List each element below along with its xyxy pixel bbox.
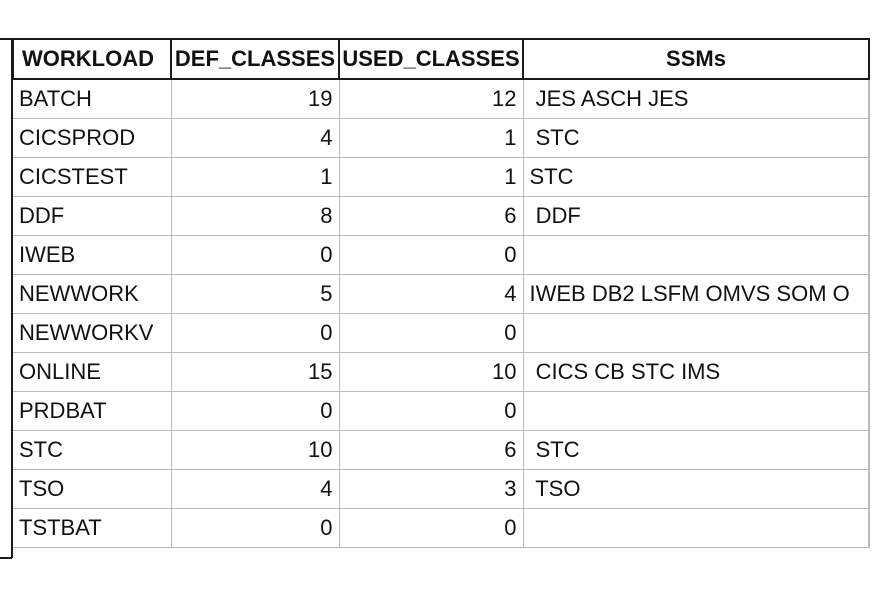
cell-ssms[interactable]: STC bbox=[523, 431, 869, 470]
table-row bbox=[13, 158, 869, 197]
cell-used-classes[interactable]: 0 bbox=[339, 236, 523, 275]
left-border-stub-bottom bbox=[0, 557, 12, 559]
cell-ssms[interactable]: DDF bbox=[523, 197, 869, 236]
cell-workload[interactable]: ONLINE bbox=[13, 353, 171, 392]
cell-ssms[interactable]: STC bbox=[523, 158, 869, 197]
cell-used-classes[interactable]: 6 bbox=[339, 431, 523, 470]
cell-used-classes[interactable]: 1 bbox=[339, 119, 523, 158]
table-row bbox=[13, 392, 869, 431]
table-row bbox=[13, 470, 869, 509]
cell-ssms[interactable] bbox=[523, 236, 869, 275]
table-row bbox=[13, 431, 869, 470]
cell-def-classes[interactable]: 4 bbox=[171, 119, 339, 158]
header-def-classes[interactable]: DEF_CLASSES bbox=[171, 39, 339, 79]
cell-workload[interactable]: NEWWORK bbox=[13, 275, 171, 314]
table-row bbox=[13, 197, 869, 236]
cell-ssms[interactable]: JES ASCH JES bbox=[523, 79, 869, 119]
cell-ssms[interactable]: STC bbox=[523, 119, 869, 158]
cell-workload[interactable]: IWEB bbox=[13, 236, 171, 275]
cell-used-classes[interactable]: 0 bbox=[339, 314, 523, 353]
cell-def-classes[interactable]: 10 bbox=[171, 431, 339, 470]
cell-def-classes[interactable]: 8 bbox=[171, 197, 339, 236]
table-row bbox=[13, 119, 869, 158]
table-row bbox=[13, 509, 869, 548]
header-row bbox=[13, 39, 869, 79]
table-row bbox=[13, 236, 869, 275]
cell-used-classes[interactable]: 3 bbox=[339, 470, 523, 509]
cell-workload[interactable]: BATCH bbox=[13, 79, 171, 119]
cell-used-classes[interactable]: 1 bbox=[339, 158, 523, 197]
cell-used-classes[interactable]: 12 bbox=[339, 79, 523, 119]
cell-used-classes[interactable]: 0 bbox=[339, 392, 523, 431]
cell-def-classes[interactable]: 5 bbox=[171, 275, 339, 314]
cell-def-classes[interactable]: 0 bbox=[171, 509, 339, 548]
cell-workload[interactable]: STC bbox=[13, 431, 171, 470]
cell-def-classes[interactable]: 1 bbox=[171, 158, 339, 197]
cell-def-classes[interactable]: 19 bbox=[171, 79, 339, 119]
cell-used-classes[interactable]: 6 bbox=[339, 197, 523, 236]
cell-workload[interactable]: CICSPROD bbox=[13, 119, 171, 158]
cell-used-classes[interactable]: 0 bbox=[339, 509, 523, 548]
table-row bbox=[13, 79, 869, 119]
cell-ssms[interactable] bbox=[523, 392, 869, 431]
workload-table bbox=[12, 38, 870, 548]
cell-workload[interactable]: NEWWORKV bbox=[13, 314, 171, 353]
cell-ssms[interactable]: CICS CB STC IMS bbox=[523, 353, 869, 392]
cell-def-classes[interactable]: 15 bbox=[171, 353, 339, 392]
cell-def-classes[interactable]: 0 bbox=[171, 236, 339, 275]
cell-def-classes[interactable]: 0 bbox=[171, 392, 339, 431]
cell-ssms[interactable] bbox=[523, 509, 869, 548]
table-row bbox=[13, 353, 869, 392]
cell-def-classes[interactable]: 0 bbox=[171, 314, 339, 353]
cell-def-classes[interactable]: 4 bbox=[171, 470, 339, 509]
cell-ssms[interactable]: IWEB DB2 LSFM OMVS SOM O bbox=[523, 275, 869, 314]
cell-workload[interactable]: TSO bbox=[13, 470, 171, 509]
header-workload[interactable]: WORKLOAD bbox=[13, 39, 171, 79]
cell-workload[interactable]: CICSTEST bbox=[13, 158, 171, 197]
header-used-classes[interactable]: USED_CLASSES bbox=[339, 39, 523, 79]
cell-used-classes[interactable]: 4 bbox=[339, 275, 523, 314]
cell-workload[interactable]: DDF bbox=[13, 197, 171, 236]
cell-ssms[interactable]: TSO bbox=[523, 470, 869, 509]
cell-used-classes[interactable]: 10 bbox=[339, 353, 523, 392]
table-row bbox=[13, 314, 869, 353]
table-row bbox=[13, 275, 869, 314]
cell-workload[interactable]: TSTBAT bbox=[13, 509, 171, 548]
cell-workload[interactable]: PRDBAT bbox=[13, 392, 171, 431]
cell-ssms[interactable] bbox=[523, 314, 869, 353]
header-ssms[interactable]: SSMs bbox=[523, 39, 869, 79]
